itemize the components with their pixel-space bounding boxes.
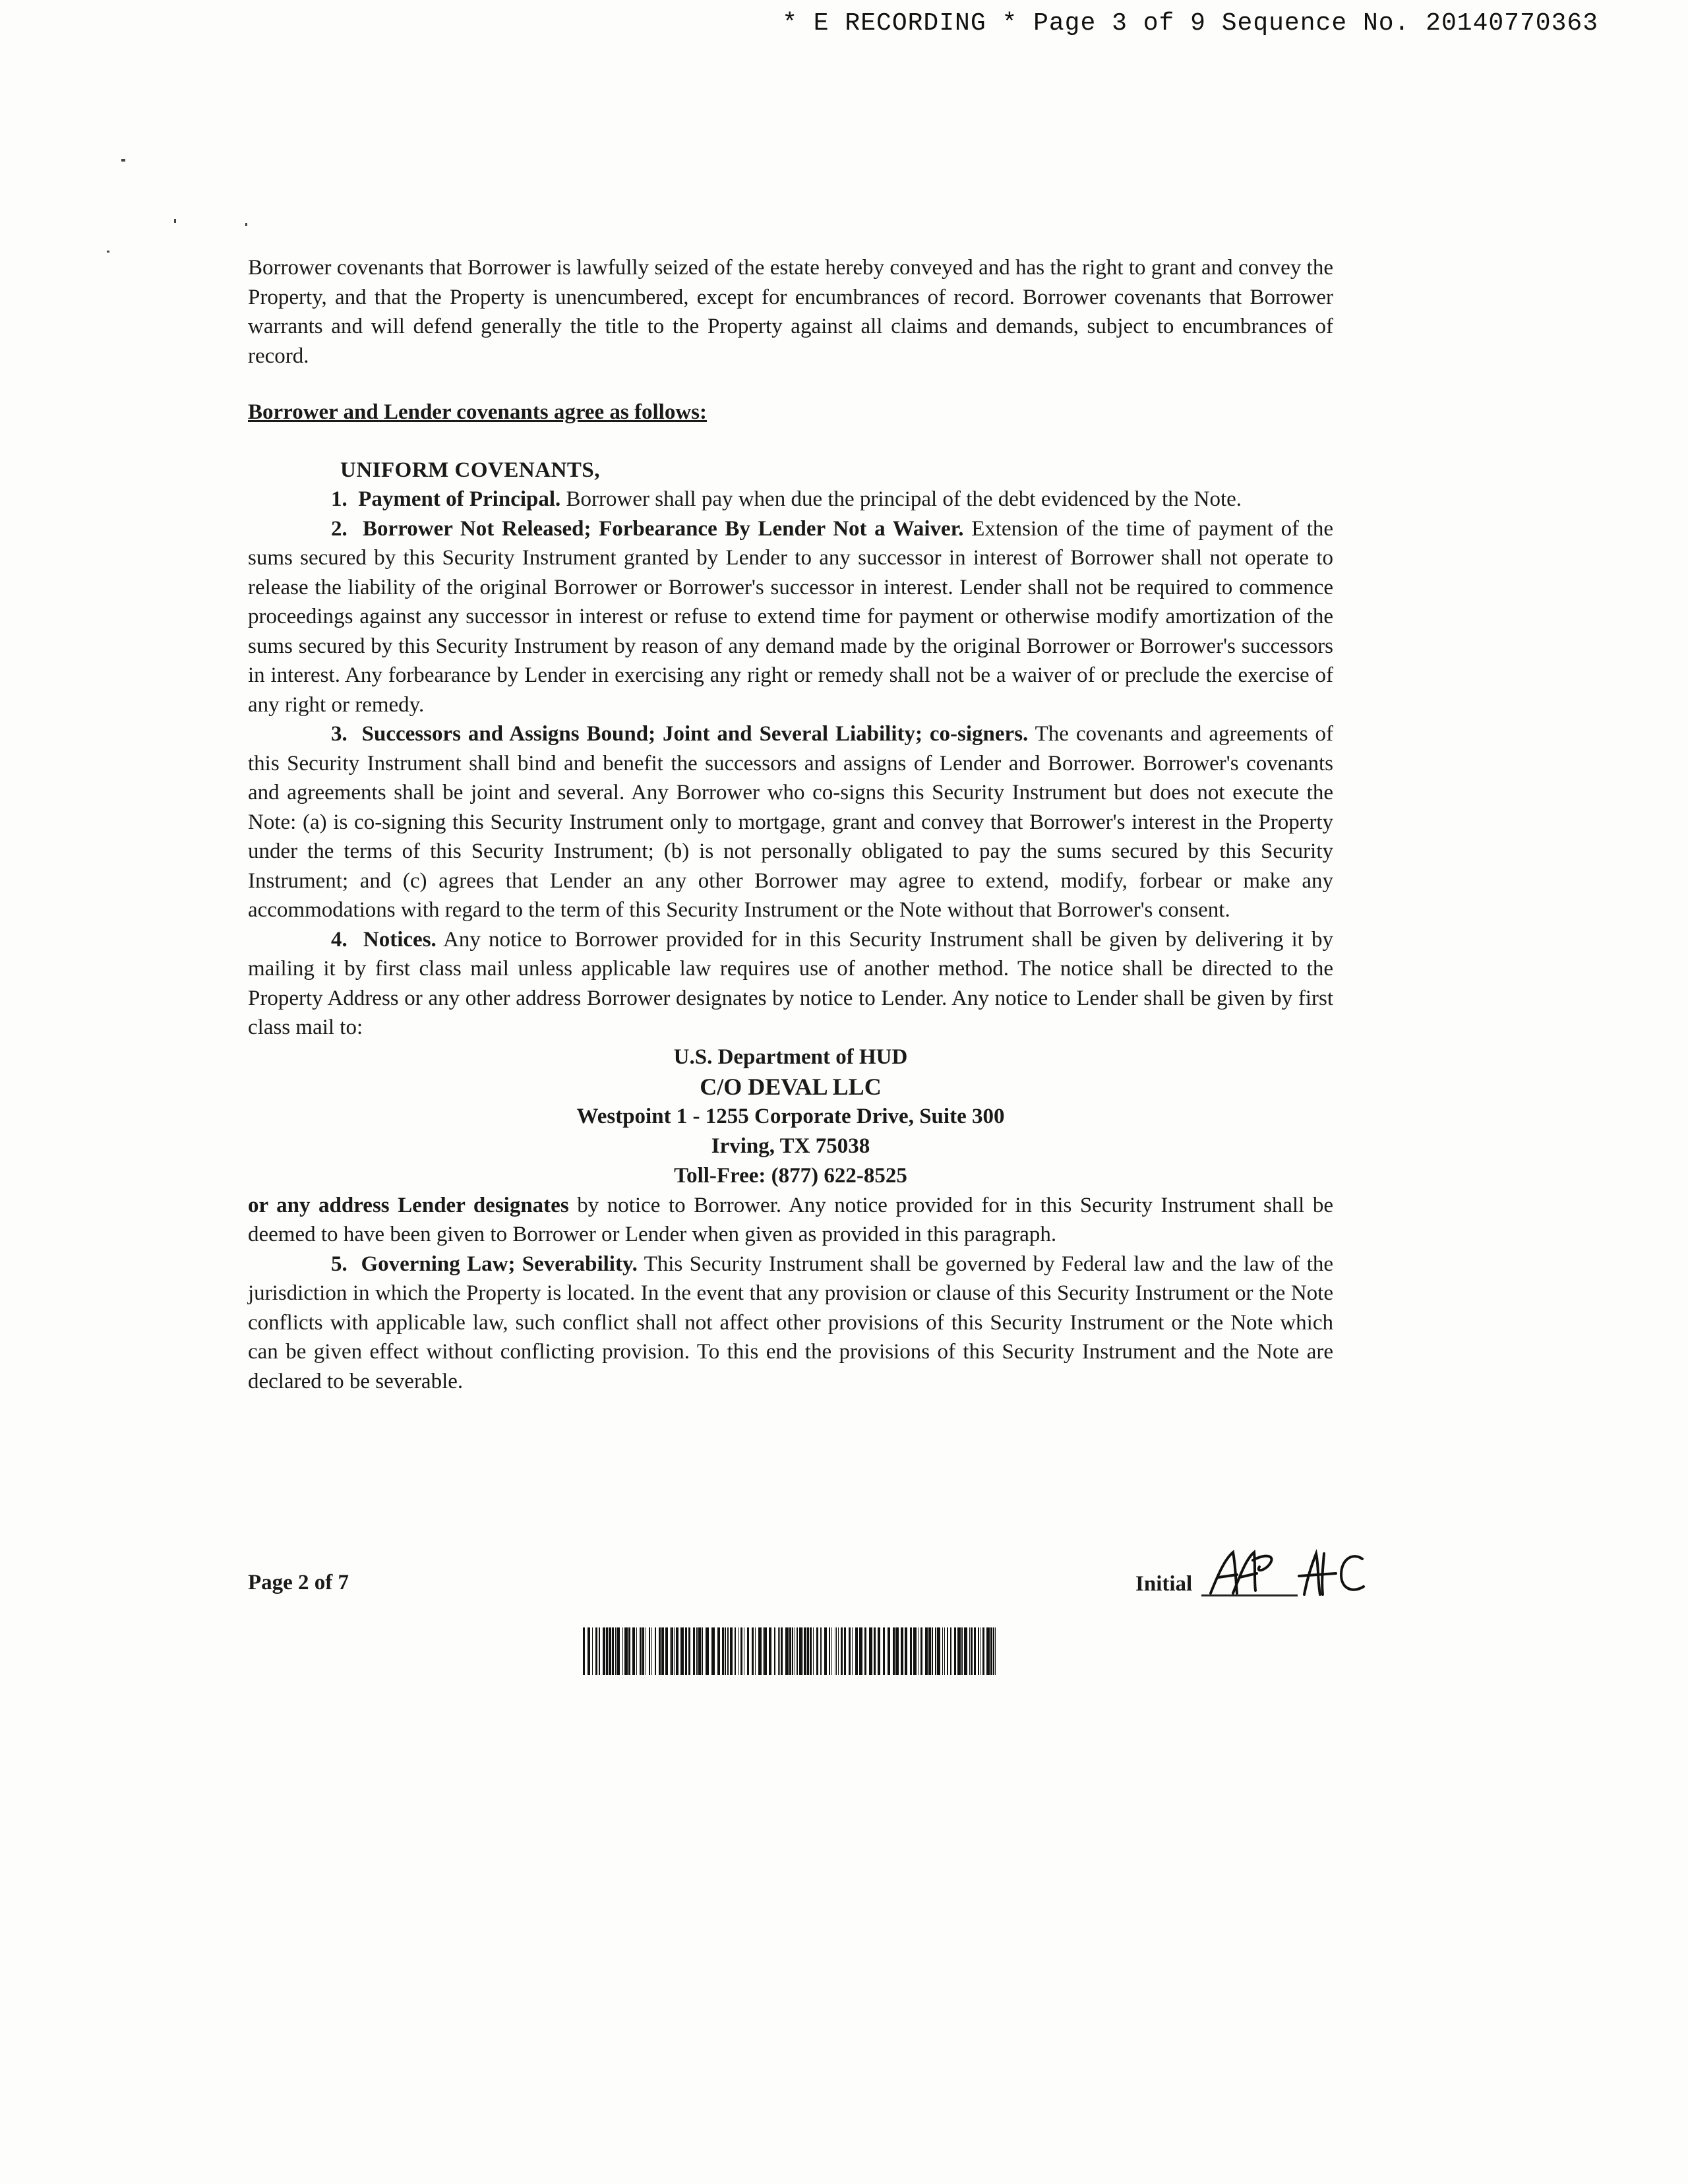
- covenant-sections: [248, 485, 1333, 1396]
- section-3: [248, 719, 1333, 925]
- section-5-title: Governing Law; Severability.: [361, 1252, 638, 1276]
- intro-text: Borrower covenants that Borrower is lawfully seized of the estate hereby conveyed and has the right to grant and convey the Property, and that the Property is unencumbered, except for encumbrances of record. Borrower covenants that Borrower warrants and will defend generally the title to the Property against all claims and demands, subject to encumbrances of record.: [248, 256, 1333, 368]
- document-barcode: [583, 1627, 998, 1675]
- covenants-heading: Borrower and Lender covenants agree as follows:: [248, 400, 708, 424]
- section-4-continued-text: by notice to Borrower. Any notice provided for in this Security Instrument shall be deemed to have been given to Borrower or Lender when given as provided in this paragraph.: [248, 1193, 1333, 1246]
- address-line-2: C/O DEVAL LLC: [700, 1073, 882, 1100]
- initial-label: Initial: [1135, 1572, 1193, 1596]
- section-4-continued: [248, 1191, 1333, 1250]
- section-1-number: 1.: [331, 487, 347, 511]
- intro-paragraph: [248, 253, 1333, 371]
- section-2-number: 2.: [331, 516, 347, 541]
- section-3-title: Successors and Assigns Bound; Joint and Several Liability; co-signers.: [361, 722, 1029, 746]
- section-1-text: Borrower shall pay when due the principal of the debt evidenced by the Note.: [560, 487, 1242, 511]
- scan-speck: [174, 219, 176, 223]
- address-line-3: Westpoint 1 - 1255 Corporate Drive, Suite 300: [576, 1104, 1005, 1128]
- initials-area: [1135, 1547, 1373, 1600]
- section-4: [248, 925, 1333, 1043]
- section-4-text: Any notice to Borrower provided for in this Security Instrument shall be given by delivering it by mailing it by first class mail unless applicable law requires use of another method. The notice shall be directed to the Property Address or any other address Borrower designates by notice to Lender. Any notice to Lender shall be given by first class mail to:: [248, 927, 1333, 1039]
- section-4-title: Notices.: [363, 927, 437, 952]
- handwritten-initials-signature: [1207, 1547, 1372, 1600]
- section-5: [248, 1250, 1333, 1397]
- address-line-5: Toll-Free: (877) 622-8525: [674, 1163, 907, 1188]
- section-5-text: This Security Instrument shall be governed by Federal law and the law of the jurisdiction in which the Property is located. In the event that any provision or clause of this Security Instrument or the Note conflicts with applicable law, such conflict shall not affect other provisions of this Security Instrument or the Note which can be given effect without conflicting provision. To this end the provisions of this Security Instrument and the Note are declared to be severable.: [248, 1252, 1334, 1393]
- section-2-text: Extension of the time of payment of the sums secured by this Security Instrument granted by Lender to any successor in interest of Borrower shall not operate to release the liability of the original Borrower or Borrower's successor in interest. Lender shall not be required to commence proceedings against any successor in interest or refuse to extend time for payment or otherwise modify amortization of the sums secured by this Security Instrument by reason of any demand made by the original Borrower or Borrower's successors in interest. Any forbearance by Lender in exercising any right or remedy shall not be a waiver of or preclude the exercise of any right or remedy.: [248, 516, 1334, 717]
- section-4-number: 4.: [331, 927, 347, 952]
- address-line-4: Irving, TX 75038: [711, 1134, 870, 1158]
- section-1-title: Payment of Principal.: [358, 487, 561, 511]
- section-3-text: The covenants and agreements of this Security Instrument shall bind and benefit the successors and assigns of Lender and Borrower. Borrower's covenants and agreements shall be joint and several. Any Borrower who co-signs this Security Instrument but does not execute the Note: (a) is co-signing this Security Instrument only to mortgage, grant and convey that Borrower's interest in the Property under the terms of this Security Instrument; (b) is not personally obligated to pay the sums secured by this Security Instrument; and (c) agrees that Lender an any other Borrower may agree to extend, modify, forbear or make any accommodations with regard to the term of this Security Instrument or the Note without that Borrower's consent.: [248, 722, 1334, 922]
- uniform-covenants-heading: UNIFORM COVENANTS,: [340, 458, 601, 482]
- page-number: Page 2 of 7: [248, 1571, 349, 1594]
- scan-speck: [121, 159, 125, 162]
- lender-address-block: [248, 1043, 1333, 1191]
- recording-header: * E RECORDING * Page 3 of 9 Sequence No. 20140770363: [782, 9, 1598, 38]
- section-3-number: 3.: [331, 722, 347, 746]
- scan-speck: [245, 223, 247, 226]
- section-2-title: Borrower Not Released; Forbearance By Lender Not a Waiver.: [363, 516, 964, 541]
- lender-designates-phrase: or any address Lender designates: [248, 1193, 569, 1217]
- section-1: [248, 485, 1333, 514]
- scan-speck: [107, 251, 109, 253]
- address-line-1: U.S. Department of HUD: [673, 1045, 908, 1069]
- section-5-number: 5.: [331, 1252, 347, 1276]
- section-2: [248, 514, 1333, 720]
